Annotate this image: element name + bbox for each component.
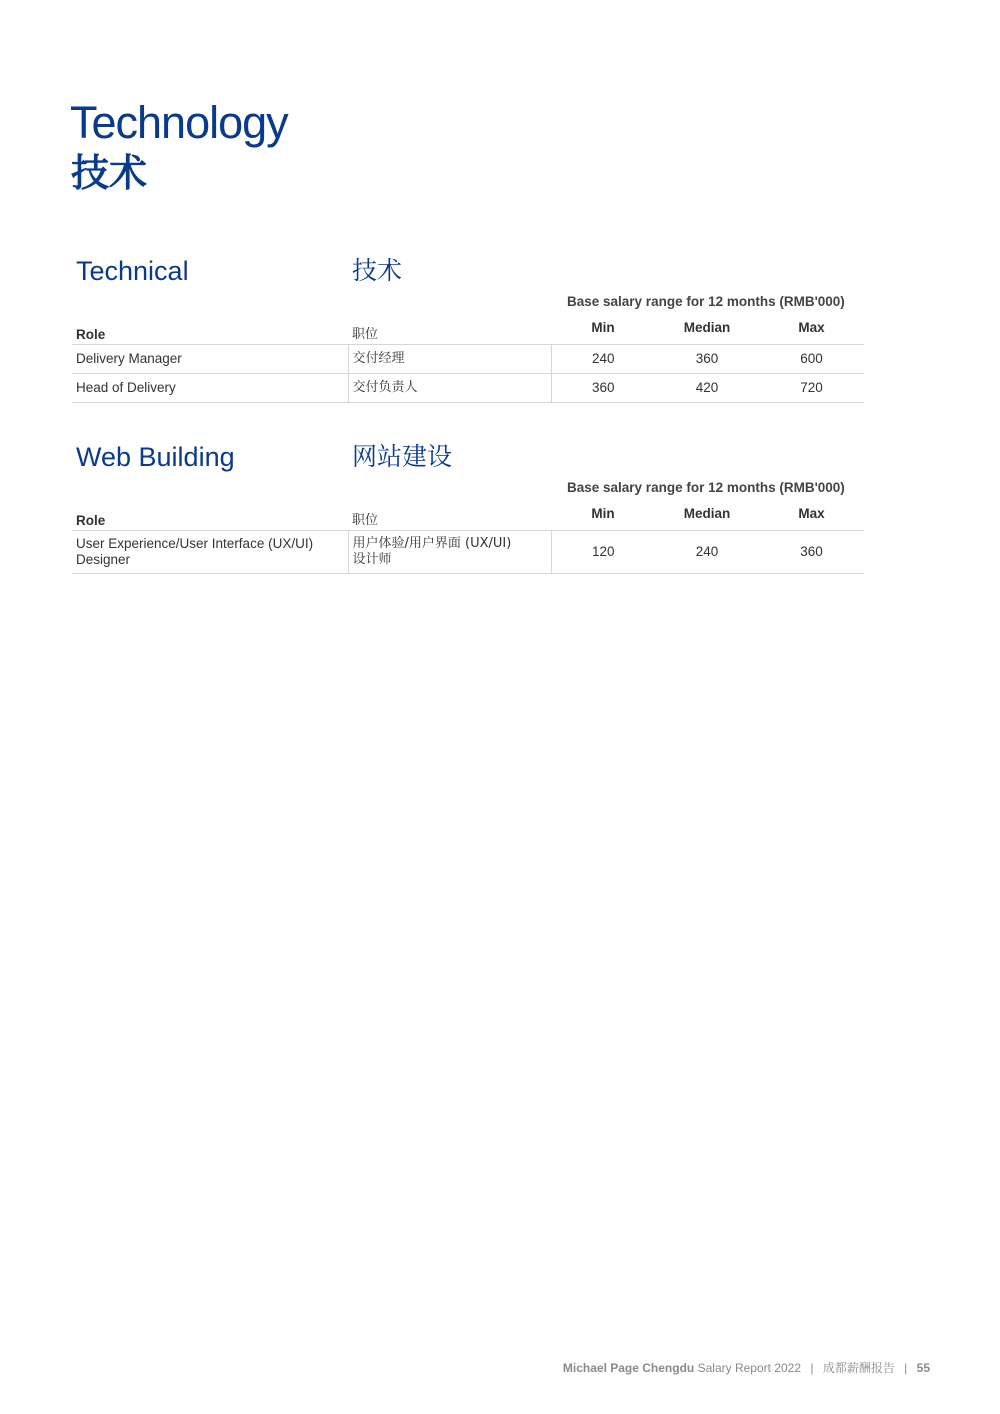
footer-report-chinese: 成都薪酬报告 (822, 1361, 895, 1375)
max-cell: 360 (759, 530, 864, 573)
role-chinese-cell: 交付负责人 (348, 373, 551, 402)
section-title: Web Building (76, 442, 235, 472)
footer-separator: | (904, 1361, 908, 1375)
header-median: Median (683, 506, 731, 522)
header-role-chinese: 职位 (352, 326, 379, 342)
role-chinese-line-2: 设计师 (352, 551, 392, 567)
footer-separator: | (810, 1361, 814, 1375)
page-title-chinese: 技术 (71, 151, 148, 195)
table-row (72, 373, 864, 402)
header-max: Max (798, 320, 825, 336)
header-median: Median (683, 320, 731, 336)
header-role: Role (76, 512, 106, 528)
role-line-2: Designer (76, 551, 131, 567)
max-cell: 720 (759, 373, 864, 402)
section-title-chinese: 网站建设 (352, 442, 453, 471)
role-chinese-line-1: 用户体验/用户界面 (UX/UI) (352, 535, 512, 551)
min-cell: 360 (551, 373, 655, 402)
page-title: Technology (70, 97, 288, 148)
min-cell: 120 (551, 530, 655, 573)
section-header (72, 254, 864, 288)
role-cell (72, 530, 348, 573)
section-technical (72, 254, 864, 403)
role-cell: Delivery Manager (72, 344, 348, 373)
footer-report: Salary Report 2022 (697, 1361, 801, 1375)
table-header-row (72, 316, 864, 344)
header-min: Min (591, 506, 615, 522)
role-line-1: User Experience/User Interface (UX/UI) (76, 535, 314, 551)
header-role-chinese: 职位 (352, 512, 379, 528)
role-chinese-cell (348, 530, 551, 573)
section-web-building (72, 440, 864, 574)
page-footer (563, 1359, 930, 1376)
salary-table (72, 502, 864, 574)
header-max: Max (798, 506, 825, 522)
salary-range-caption: Base salary range for 12 months (RMB'000) (567, 480, 845, 495)
section-header (72, 440, 864, 474)
header-role: Role (76, 326, 106, 342)
footer-brand: Michael Page Chengdu (562, 1361, 695, 1375)
section-title-chinese: 技术 (352, 256, 403, 285)
salary-range-caption: Base salary range for 12 months (RMB'000) (567, 294, 845, 309)
median-cell: 420 (655, 373, 759, 402)
role-cell: Head of Delivery (72, 373, 348, 402)
table-header-row (72, 502, 864, 530)
page-number: 55 (916, 1361, 930, 1375)
table-row (72, 530, 864, 573)
role-chinese-cell: 交付经理 (348, 344, 551, 373)
max-cell: 600 (759, 344, 864, 373)
header-min: Min (591, 320, 615, 336)
salary-table (72, 316, 864, 403)
median-cell: 360 (655, 344, 759, 373)
table-row (72, 344, 864, 373)
section-title: Technical (76, 256, 189, 286)
min-cell: 240 (551, 344, 655, 373)
median-cell: 240 (655, 530, 759, 573)
